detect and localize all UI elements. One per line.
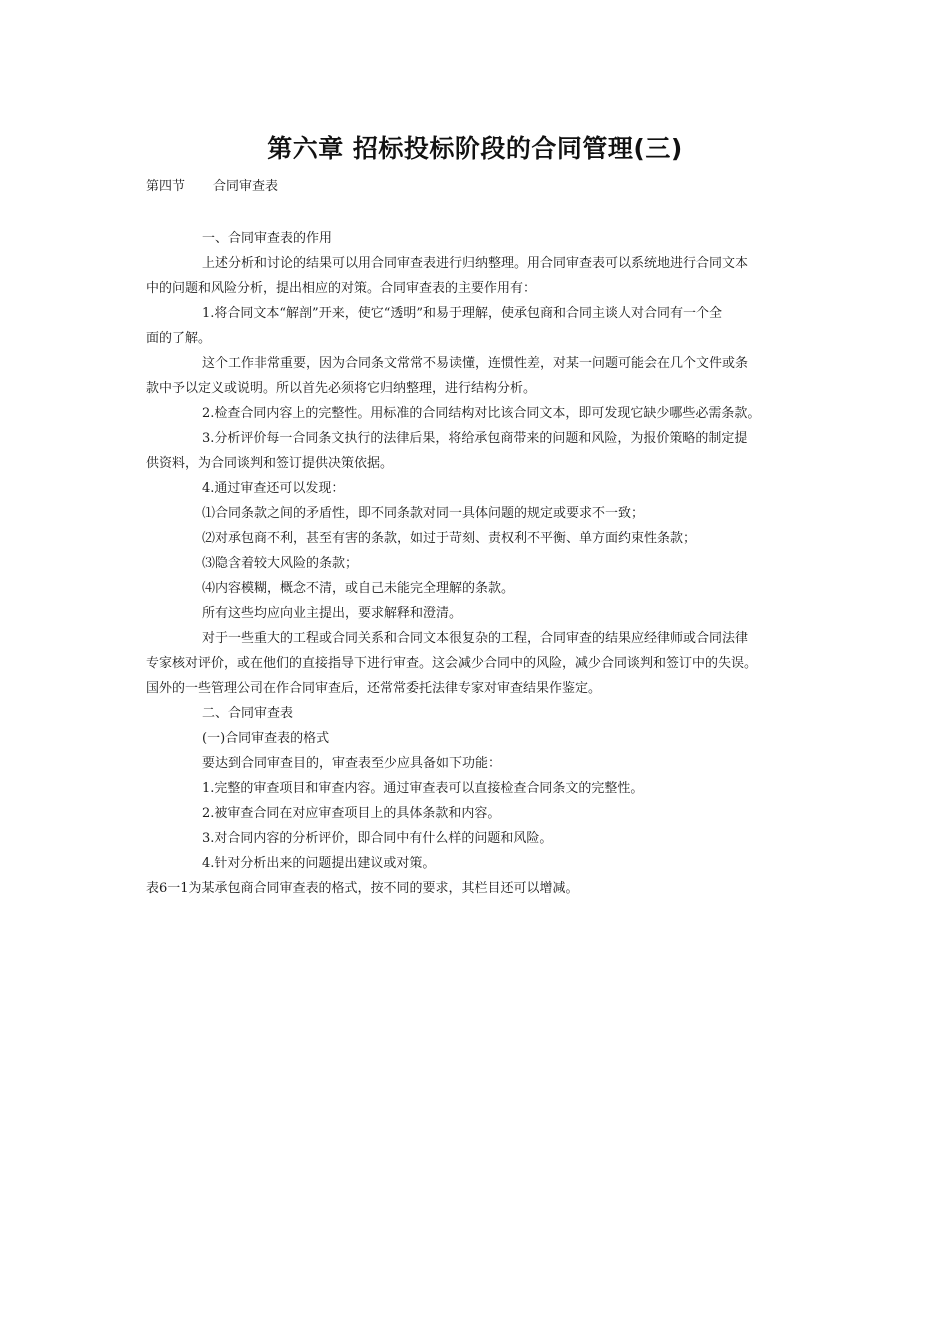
body-line: 中的问题和风险分析，提出相应的对策。合同审查表的主要作用有： [146,281,537,296]
body-line: 2.被审查合同在对应审查项目上的具体条款和内容。 [202,806,501,821]
body-line: 国外的一些管理公司在作合同审查后，还常常委托法律专家对审查结果作鉴定。 [146,681,602,696]
body-line: ⑷内容模糊，概念不清，或自己未能完全理解的条款。 [202,581,515,596]
body-line: 二、合同审查表 [202,706,294,721]
body-line: (一)合同审查表的格式 [202,731,330,746]
section-number: 第四节 [146,179,186,194]
body-line: 4.针对分析出来的问题提出建议或对策。 [202,856,436,871]
body-line: 1.完整的审查项目和审查内容。通过审查表可以直接检查合同条文的完整性。 [202,781,644,796]
body-line: 3.对合同内容的分析评价，即合同中有什么样的问题和风险。 [202,831,553,846]
body-line: ⑶隐含着较大风险的条款； [202,556,359,571]
document-body [146,226,816,901]
section-heading [146,178,278,196]
body-line: 1.将合同文本“解剖”开来，使它“透明”和易于理解，使承包商和合同主谈人对合同有一个全 [202,306,722,321]
body-line: 面的了解。 [146,331,212,346]
body-line: 2.检查合同内容上的完整性。用标准的合同结构对比该合同文本，即可发现它缺少哪些必需条款。 [202,406,761,421]
chapter-title: 第六章 招标投标阶段的合同管理(三) [267,134,683,163]
body-line: 对于一些重大的工程或合同关系和合同文本很复杂的工程，合同审查的结果应经律师或合同法律 [202,631,749,646]
body-line: 4.通过审查还可以发现： [202,481,345,496]
body-line: 3.分析评价每一合同条文执行的法律后果，将给承包商带来的问题和风险，为报价策略的制定提 [202,431,748,446]
body-line: 表6一1为某承包商合同审查表的格式，按不同的要求，其栏目还可以增减。 [146,881,579,896]
body-line: 一、合同审查表的作用 [202,231,333,246]
body-line: 专家核对评价，或在他们的直接指导下进行审查。这会减少合同中的风险，减少合同谈判和签订中的失误。 [146,656,758,671]
body-line: 上述分析和讨论的结果可以用合同审查表进行归纳整理。用合同审查表可以系统地进行合同文本 [202,256,749,271]
body-line: ⑴合同条款之间的矛盾性，即不同条款对同一具体问题的规定或要求不一致； [202,506,645,521]
body-line: 要达到合同审查目的，审查表至少应具备如下功能： [202,756,502,771]
section-name: 合同审查表 [213,179,279,194]
body-line: ⑵对承包商不利，甚至有害的条款，如过于苛刻、责权利不平衡、单方面约束性条款； [202,531,697,546]
body-line: 所有这些均应向业主提出，要求解释和澄清。 [202,606,463,621]
body-line: 这个工作非常重要，因为合同条文常常不易读懂，连惯性差，对某一问题可能会在几个文件或条 [202,356,749,371]
body-line: 款中予以定义或说明。所以首先必须将它归纳整理，进行结构分析。 [146,381,537,396]
body-line: 供资料，为合同谈判和签订提供决策依据。 [146,456,394,471]
